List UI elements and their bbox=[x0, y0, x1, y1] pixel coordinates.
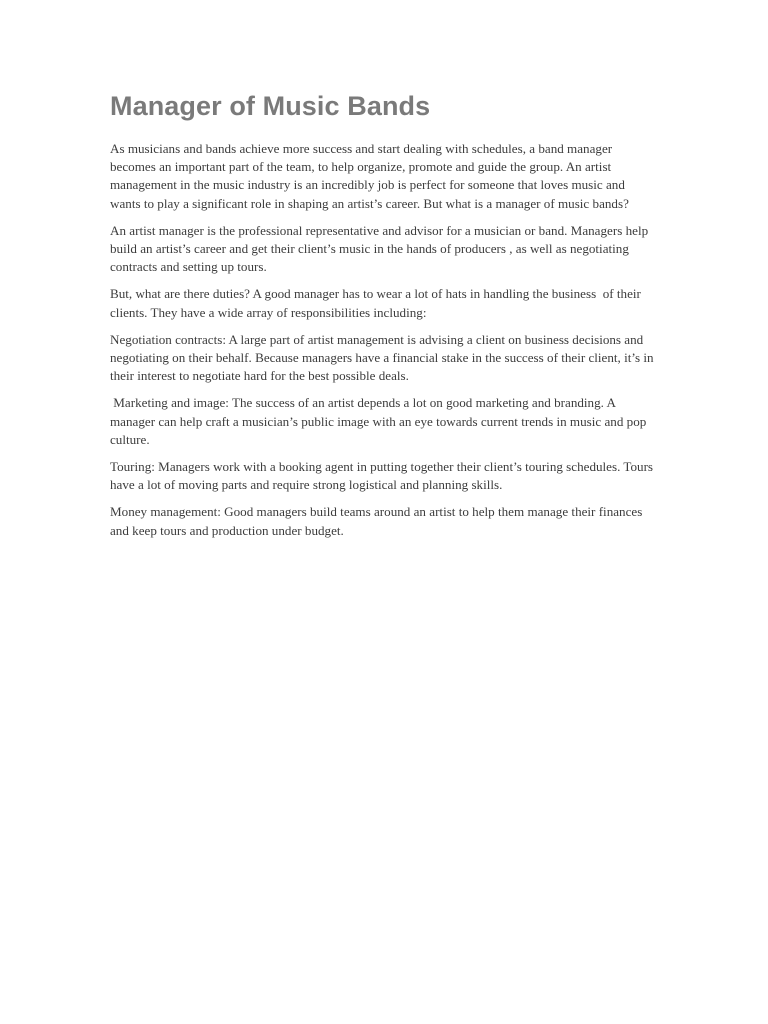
paragraph-definition: An artist manager is the professional representative and advisor for a musician or band. Managers help build an artist’s career and get their client’s music in the hands of producers , as well as negotiating contracts and setting up tours. bbox=[110, 222, 652, 275]
paragraph-duties: But, what are there duties? A good manager has to wear a lot of hats in handling the business of their clients. They have a wide array of responsibilities including: bbox=[110, 286, 645, 320]
paragraph-touring: Touring: Managers work with a booking agent in putting together their client’s touring schedules. Tours have a lot of moving parts and require strong logistical and planning skills. bbox=[110, 459, 657, 493]
paragraph-money: Money management: Good managers build teams around an artist to help them manage their finances and keep tours and production under budget. bbox=[110, 504, 646, 538]
document-body bbox=[110, 88, 658, 549]
paragraph-intro: As musicians and bands achieve more success and start dealing with schedules, a band manager becomes an important part of the team, to help organize, promote and guide the group. An artist management in the music industry is an incredibly job is perfect for someone that loves music and wants to play a significant role in shaping an artist’s career. But what is a manager of music bands? bbox=[110, 141, 629, 211]
paragraph-marketing: Marketing and image: The success of an artist depends a lot on good marketing and branding. A manager can help craft a musician’s public image with an eye towards current trends in music and pop culture. bbox=[110, 395, 650, 447]
document-title: Manager of Music Bands bbox=[110, 91, 431, 121]
paragraph-negotiation: Negotiation contracts: A large part of artist management is advising a client on business decisions and negotiating on their behalf. Because managers have a financial stake in the success of their client, it’s in their interest to negotiate hard for the best possible deals. bbox=[110, 331, 657, 384]
